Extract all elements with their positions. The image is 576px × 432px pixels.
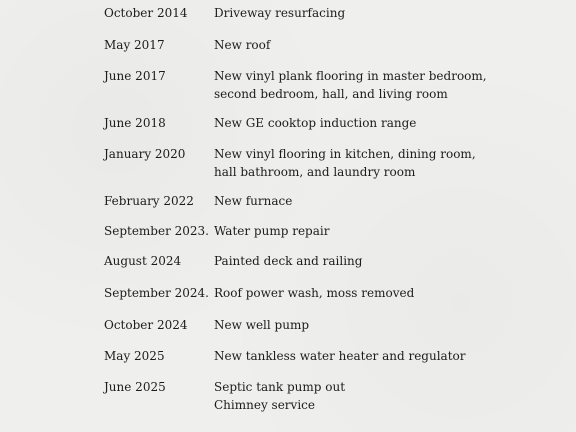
- entry-description-line: New well pump: [214, 318, 310, 332]
- entry-description-line: Roof power wash, moss removed: [214, 286, 415, 300]
- entry-description-line: New vinyl plank flooring in master bedroom,: [214, 69, 487, 83]
- entry-description: [214, 378, 564, 414]
- entry-description-line: New furnace: [214, 194, 293, 208]
- entry-description: [214, 114, 564, 132]
- entry-description: [214, 36, 564, 54]
- entry-description: [214, 67, 564, 103]
- entry-date: May 2017: [104, 38, 165, 52]
- entry-description: [214, 222, 564, 240]
- entry-date: June 2017: [104, 69, 166, 83]
- entry-date: September 2024.: [104, 286, 209, 300]
- entry-description-line: New roof: [214, 38, 271, 52]
- entry-description-line: Painted deck and railing: [214, 254, 363, 268]
- entry-date: September 2023.: [104, 224, 209, 238]
- entry-description-line: Water pump repair: [214, 224, 330, 238]
- entry-description-line: Septic tank pump out: [214, 380, 346, 394]
- entry-description: [214, 145, 564, 181]
- entry-description: [214, 316, 564, 334]
- entry-description-line: New tankless water heater and regulator: [214, 349, 466, 363]
- entry-description-line: Chimney service: [214, 398, 315, 412]
- entry-description-line: New GE cooktop induction range: [214, 116, 417, 130]
- entry-description-line: second bedroom, hall, and living room: [214, 87, 448, 101]
- entry-date: June 2018: [104, 116, 166, 130]
- entry-date: June 2025: [104, 380, 166, 394]
- entry-date: January 2020: [104, 147, 186, 161]
- entry-description: [214, 192, 564, 210]
- entry-description: [214, 252, 564, 270]
- entry-date: February 2022: [104, 194, 194, 208]
- entry-date: August 2024: [104, 254, 182, 268]
- entry-description: [214, 347, 564, 365]
- entry-description: [214, 4, 564, 22]
- entry-description-line: hall bathroom, and laundry room: [214, 165, 416, 179]
- entry-description: [214, 284, 564, 302]
- entry-description-line: Driveway resurfacing: [214, 6, 346, 20]
- entry-description-line: New vinyl flooring in kitchen, dining room,: [214, 147, 476, 161]
- entry-date: May 2025: [104, 349, 165, 363]
- entry-date: October 2024: [104, 318, 188, 332]
- entry-date: October 2014: [104, 6, 188, 20]
